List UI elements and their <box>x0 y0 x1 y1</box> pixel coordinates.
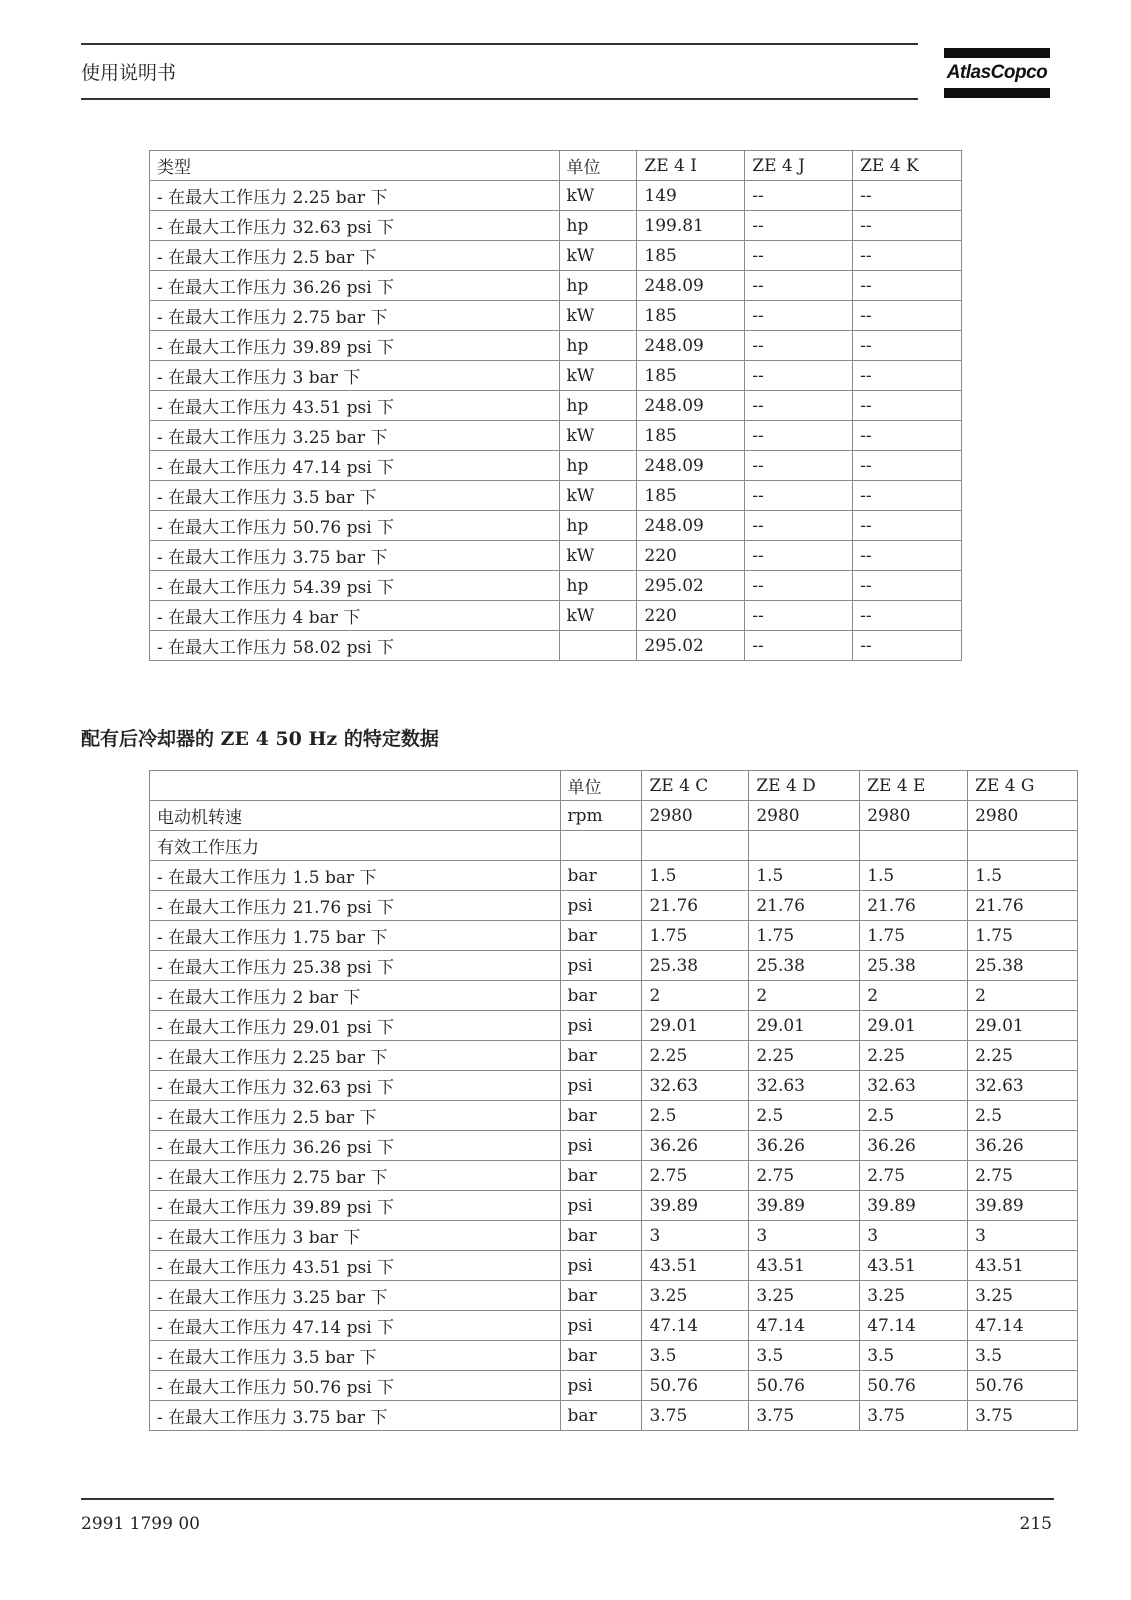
value-cell: 47.14 <box>860 1311 968 1341</box>
value-cell: 2 <box>749 981 860 1011</box>
page-number: 215 <box>1019 1514 1052 1534</box>
value-cell <box>968 831 1078 861</box>
row-label-cell: - 在最大工作压力 1.5 bar 下 <box>150 861 561 891</box>
atlas-copco-logo <box>944 48 1050 100</box>
value-cell: 2.5 <box>749 1101 860 1131</box>
table-row <box>150 1341 1078 1371</box>
value-cell: -- <box>745 241 853 271</box>
row-label-cell: - 在最大工作压力 43.51 psi 下 <box>150 391 560 421</box>
value-cell: 2 <box>968 981 1078 1011</box>
value-cell: 1.75 <box>749 921 860 951</box>
table-header-row <box>150 771 1078 801</box>
row-label-cell: - 在最大工作压力 32.63 psi 下 <box>150 1071 561 1101</box>
table-row <box>150 1281 1078 1311</box>
value-cell: -- <box>853 421 962 451</box>
row-label-cell: - 在最大工作压力 2.75 bar 下 <box>150 301 560 331</box>
value-cell: -- <box>745 421 853 451</box>
value-cell: 3.25 <box>749 1281 860 1311</box>
value-cell: 32.63 <box>749 1071 860 1101</box>
value-cell: -- <box>745 331 853 361</box>
value-cell: 3 <box>968 1221 1078 1251</box>
value-cell: 50.76 <box>642 1371 749 1401</box>
row-label-cell: - 在最大工作压力 2.25 bar 下 <box>150 181 560 211</box>
value-cell: 3.25 <box>860 1281 968 1311</box>
value-cell: 43.51 <box>642 1251 749 1281</box>
table-row <box>150 801 1078 831</box>
value-cell <box>749 831 860 861</box>
value-cell: 3.75 <box>642 1401 749 1431</box>
value-cell: 1.75 <box>642 921 749 951</box>
unit-cell: bar <box>560 921 642 951</box>
row-label-cell: - 在最大工作压力 54.39 psi 下 <box>150 571 560 601</box>
value-cell: 2.25 <box>642 1041 749 1071</box>
value-cell: 3.75 <box>749 1401 860 1431</box>
value-cell: 25.38 <box>968 951 1078 981</box>
value-cell: 2.5 <box>860 1101 968 1131</box>
value-cell: 248.09 <box>637 511 745 541</box>
unit-cell: psi <box>560 1311 642 1341</box>
unit-cell: kW <box>559 361 637 391</box>
row-label-cell: 电动机转速 <box>150 801 561 831</box>
column-header: ZE 4 K <box>853 151 962 181</box>
unit-cell: psi <box>560 891 642 921</box>
value-cell: 199.81 <box>637 211 745 241</box>
unit-cell: bar <box>560 981 642 1011</box>
value-cell: 29.01 <box>968 1011 1078 1041</box>
value-cell: 3.75 <box>860 1401 968 1431</box>
row-label-cell: - 在最大工作压力 3 bar 下 <box>150 1221 561 1251</box>
unit-cell: bar <box>560 1281 642 1311</box>
value-cell: 47.14 <box>968 1311 1078 1341</box>
value-cell: 3 <box>642 1221 749 1251</box>
logo-text: AtlasCopco <box>946 62 1048 83</box>
value-cell: 21.76 <box>968 891 1078 921</box>
logo-bottom-bar <box>944 88 1050 98</box>
table-power-ze4-ijk <box>149 150 962 661</box>
unit-cell: bar <box>560 1161 642 1191</box>
value-cell: 1.75 <box>968 921 1078 951</box>
unit-cell <box>559 631 637 661</box>
table-row <box>150 301 962 331</box>
column-header: ZE 4 D <box>749 771 860 801</box>
row-label-cell: - 在最大工作压力 2.25 bar 下 <box>150 1041 561 1071</box>
value-cell: 21.76 <box>642 891 749 921</box>
row-label-cell: 有效工作压力 <box>150 831 561 861</box>
unit-cell: hp <box>559 451 637 481</box>
column-header: 单位 <box>559 151 637 181</box>
row-label-cell: - 在最大工作压力 1.75 bar 下 <box>150 921 561 951</box>
header-title: 使用说明书 <box>81 62 177 84</box>
value-cell: 185 <box>637 301 745 331</box>
table-header-row <box>150 151 962 181</box>
value-cell: 3.75 <box>968 1401 1078 1431</box>
table-row <box>150 1041 1078 1071</box>
unit-cell: hp <box>559 271 637 301</box>
value-cell: 50.76 <box>860 1371 968 1401</box>
unit-cell: psi <box>560 1011 642 1041</box>
row-label-cell: - 在最大工作压力 50.76 psi 下 <box>150 1371 561 1401</box>
header-bottom-rule <box>81 98 918 100</box>
value-cell: 2.75 <box>642 1161 749 1191</box>
value-cell: 3.5 <box>749 1341 860 1371</box>
value-cell: 2980 <box>749 801 860 831</box>
column-header: ZE 4 I <box>637 151 745 181</box>
value-cell: -- <box>853 331 962 361</box>
row-label-cell: - 在最大工作压力 2.5 bar 下 <box>150 1101 561 1131</box>
table-row <box>150 631 962 661</box>
value-cell: 25.38 <box>749 951 860 981</box>
value-cell: 2.5 <box>968 1101 1078 1131</box>
value-cell: -- <box>745 511 853 541</box>
unit-cell: kW <box>559 181 637 211</box>
value-cell: -- <box>745 271 853 301</box>
value-cell: 3.5 <box>968 1341 1078 1371</box>
value-cell: 29.01 <box>860 1011 968 1041</box>
value-cell: 2980 <box>968 801 1078 831</box>
unit-cell <box>560 831 642 861</box>
value-cell: 1.5 <box>968 861 1078 891</box>
value-cell: 25.38 <box>642 951 749 981</box>
value-cell: 3.25 <box>642 1281 749 1311</box>
unit-cell: kW <box>559 301 637 331</box>
unit-cell: bar <box>560 1221 642 1251</box>
table-row <box>150 571 962 601</box>
row-label-cell: - 在最大工作压力 2 bar 下 <box>150 981 561 1011</box>
row-label-cell: - 在最大工作压力 39.89 psi 下 <box>150 331 560 361</box>
table-row <box>150 421 962 451</box>
value-cell: 39.89 <box>860 1191 968 1221</box>
table-row <box>150 511 962 541</box>
column-header: ZE 4 J <box>745 151 853 181</box>
value-cell: 2.25 <box>749 1041 860 1071</box>
table-row <box>150 921 1078 951</box>
value-cell: 29.01 <box>642 1011 749 1041</box>
value-cell: 32.63 <box>968 1071 1078 1101</box>
table-row <box>150 891 1078 921</box>
value-cell: 32.63 <box>642 1071 749 1101</box>
table-row <box>150 361 962 391</box>
value-cell: 248.09 <box>637 451 745 481</box>
unit-cell: hp <box>559 211 637 241</box>
value-cell: 3.25 <box>968 1281 1078 1311</box>
column-header: ZE 4 C <box>642 771 749 801</box>
row-label-cell: - 在最大工作压力 3.5 bar 下 <box>150 1341 561 1371</box>
unit-cell: kW <box>559 601 637 631</box>
table-row <box>150 391 962 421</box>
row-label-cell: - 在最大工作压力 36.26 psi 下 <box>150 271 560 301</box>
value-cell: -- <box>853 301 962 331</box>
value-cell: 3.5 <box>642 1341 749 1371</box>
value-cell: 2980 <box>860 801 968 831</box>
value-cell: 32.63 <box>860 1071 968 1101</box>
value-cell: 36.26 <box>860 1131 968 1161</box>
value-cell: 295.02 <box>637 631 745 661</box>
table-row <box>150 241 962 271</box>
unit-cell: bar <box>560 861 642 891</box>
row-label-cell: - 在最大工作压力 3.25 bar 下 <box>150 1281 561 1311</box>
row-label-cell: - 在最大工作压力 29.01 psi 下 <box>150 1011 561 1041</box>
value-cell: 185 <box>637 241 745 271</box>
unit-cell: psi <box>560 1251 642 1281</box>
value-cell: 50.76 <box>968 1371 1078 1401</box>
value-cell: 220 <box>637 541 745 571</box>
section-title: 配有后冷却器的 ZE 4 50 Hz 的特定数据 <box>81 728 439 750</box>
value-cell: 248.09 <box>637 391 745 421</box>
value-cell: 1.5 <box>749 861 860 891</box>
value-cell: -- <box>853 511 962 541</box>
value-cell: -- <box>745 601 853 631</box>
value-cell: 220 <box>637 601 745 631</box>
value-cell: -- <box>853 271 962 301</box>
row-label-cell: - 在最大工作压力 2.5 bar 下 <box>150 241 560 271</box>
unit-cell: psi <box>560 1191 642 1221</box>
table-row <box>150 601 962 631</box>
unit-cell: kW <box>559 241 637 271</box>
value-cell: 2.25 <box>860 1041 968 1071</box>
value-cell: 185 <box>637 481 745 511</box>
row-label-cell: - 在最大工作压力 25.38 psi 下 <box>150 951 561 981</box>
unit-cell: kW <box>559 421 637 451</box>
value-cell: 36.26 <box>642 1131 749 1161</box>
table-row <box>150 1311 1078 1341</box>
table-row <box>150 541 962 571</box>
unit-cell: bar <box>560 1341 642 1371</box>
unit-cell: hp <box>559 571 637 601</box>
unit-cell: psi <box>560 1071 642 1101</box>
table-row <box>150 831 1078 861</box>
value-cell: 43.51 <box>749 1251 860 1281</box>
row-label-cell: - 在最大工作压力 36.26 psi 下 <box>150 1131 561 1161</box>
table-row <box>150 951 1078 981</box>
value-cell: 39.89 <box>749 1191 860 1221</box>
table-row <box>150 861 1078 891</box>
value-cell: -- <box>853 361 962 391</box>
value-cell: -- <box>745 391 853 421</box>
unit-cell: hp <box>559 511 637 541</box>
value-cell: -- <box>745 181 853 211</box>
value-cell: 50.76 <box>749 1371 860 1401</box>
table-row <box>150 331 962 361</box>
table-row <box>150 181 962 211</box>
document-number: 2991 1799 00 <box>81 1514 200 1534</box>
table-row <box>150 1191 1078 1221</box>
table-row <box>150 451 962 481</box>
table-row <box>150 1101 1078 1131</box>
value-cell: 2.75 <box>860 1161 968 1191</box>
value-cell <box>642 831 749 861</box>
value-cell: -- <box>745 451 853 481</box>
column-header: 单位 <box>560 771 642 801</box>
unit-cell: hp <box>559 331 637 361</box>
value-cell: -- <box>745 571 853 601</box>
unit-cell: bar <box>560 1101 642 1131</box>
unit-cell: bar <box>560 1041 642 1071</box>
value-cell: 29.01 <box>749 1011 860 1041</box>
value-cell: -- <box>745 361 853 391</box>
table-row <box>150 1131 1078 1161</box>
column-header: ZE 4 G <box>968 771 1078 801</box>
unit-cell: hp <box>559 391 637 421</box>
unit-cell: psi <box>560 951 642 981</box>
value-cell: 43.51 <box>860 1251 968 1281</box>
value-cell: 36.26 <box>749 1131 860 1161</box>
value-cell: -- <box>853 571 962 601</box>
table-row <box>150 1221 1078 1251</box>
table-row <box>150 1071 1078 1101</box>
row-label-cell: - 在最大工作压力 3.25 bar 下 <box>150 421 560 451</box>
row-label-cell: - 在最大工作压力 58.02 psi 下 <box>150 631 560 661</box>
value-cell: 2 <box>642 981 749 1011</box>
value-cell: 3.5 <box>860 1341 968 1371</box>
value-cell: 25.38 <box>860 951 968 981</box>
value-cell: -- <box>853 211 962 241</box>
row-label-cell: - 在最大工作压力 43.51 psi 下 <box>150 1251 561 1281</box>
table-row <box>150 211 962 241</box>
unit-cell: bar <box>560 1401 642 1431</box>
unit-cell: psi <box>560 1131 642 1161</box>
row-label-cell: - 在最大工作压力 47.14 psi 下 <box>150 1311 561 1341</box>
row-label-cell: - 在最大工作压力 2.75 bar 下 <box>150 1161 561 1191</box>
row-label-cell: - 在最大工作压力 4 bar 下 <box>150 601 560 631</box>
table-row <box>150 981 1078 1011</box>
value-cell: -- <box>853 181 962 211</box>
table-row <box>150 1371 1078 1401</box>
value-cell: 43.51 <box>968 1251 1078 1281</box>
value-cell: -- <box>745 541 853 571</box>
row-label-cell: - 在最大工作压力 3.75 bar 下 <box>150 1401 561 1431</box>
value-cell: 36.26 <box>968 1131 1078 1161</box>
row-label-cell: - 在最大工作压力 39.89 psi 下 <box>150 1191 561 1221</box>
value-cell: -- <box>853 541 962 571</box>
table-row <box>150 1401 1078 1431</box>
value-cell: -- <box>745 301 853 331</box>
header-top-rule <box>81 43 918 45</box>
value-cell: -- <box>853 451 962 481</box>
table-row <box>150 1251 1078 1281</box>
value-cell: 1.5 <box>642 861 749 891</box>
value-cell: 248.09 <box>637 271 745 301</box>
column-header: ZE 4 E <box>860 771 968 801</box>
row-label-cell: - 在最大工作压力 3.75 bar 下 <box>150 541 560 571</box>
value-cell: 39.89 <box>642 1191 749 1221</box>
value-cell: 2.75 <box>968 1161 1078 1191</box>
value-cell: 185 <box>637 361 745 391</box>
footer-rule <box>81 1498 1054 1500</box>
unit-cell: rpm <box>560 801 642 831</box>
table-row <box>150 481 962 511</box>
value-cell <box>860 831 968 861</box>
table-row <box>150 1161 1078 1191</box>
value-cell: -- <box>853 601 962 631</box>
value-cell: -- <box>745 211 853 241</box>
value-cell: 2 <box>860 981 968 1011</box>
value-cell: 2.75 <box>749 1161 860 1191</box>
value-cell: 149 <box>637 181 745 211</box>
unit-cell: kW <box>559 541 637 571</box>
value-cell: 2.5 <box>642 1101 749 1131</box>
row-label-cell: - 在最大工作压力 50.76 psi 下 <box>150 511 560 541</box>
value-cell: 3 <box>749 1221 860 1251</box>
value-cell: 47.14 <box>749 1311 860 1341</box>
table-row <box>150 1011 1078 1041</box>
value-cell: 21.76 <box>749 891 860 921</box>
logo-top-bar <box>944 48 1050 58</box>
table-aftercooler-ze4-50hz <box>149 770 1078 1431</box>
unit-cell: psi <box>560 1371 642 1401</box>
column-header: 类型 <box>150 151 560 181</box>
row-label-cell: - 在最大工作压力 47.14 psi 下 <box>150 451 560 481</box>
value-cell: 295.02 <box>637 571 745 601</box>
row-label-cell: - 在最大工作压力 3 bar 下 <box>150 361 560 391</box>
value-cell: 47.14 <box>642 1311 749 1341</box>
value-cell: -- <box>853 241 962 271</box>
row-label-cell: - 在最大工作压力 32.63 psi 下 <box>150 211 560 241</box>
row-label-cell: - 在最大工作压力 21.76 psi 下 <box>150 891 561 921</box>
table-row <box>150 271 962 301</box>
value-cell: -- <box>745 481 853 511</box>
column-header <box>150 771 561 801</box>
value-cell: -- <box>853 481 962 511</box>
value-cell: 248.09 <box>637 331 745 361</box>
value-cell: -- <box>853 631 962 661</box>
value-cell: 1.5 <box>860 861 968 891</box>
value-cell: 39.89 <box>968 1191 1078 1221</box>
value-cell: -- <box>853 391 962 421</box>
value-cell: 185 <box>637 421 745 451</box>
value-cell: 3 <box>860 1221 968 1251</box>
unit-cell: kW <box>559 481 637 511</box>
value-cell: 2980 <box>642 801 749 831</box>
row-label-cell: - 在最大工作压力 3.5 bar 下 <box>150 481 560 511</box>
value-cell: -- <box>745 631 853 661</box>
value-cell: 2.25 <box>968 1041 1078 1071</box>
value-cell: 1.75 <box>860 921 968 951</box>
value-cell: 21.76 <box>860 891 968 921</box>
